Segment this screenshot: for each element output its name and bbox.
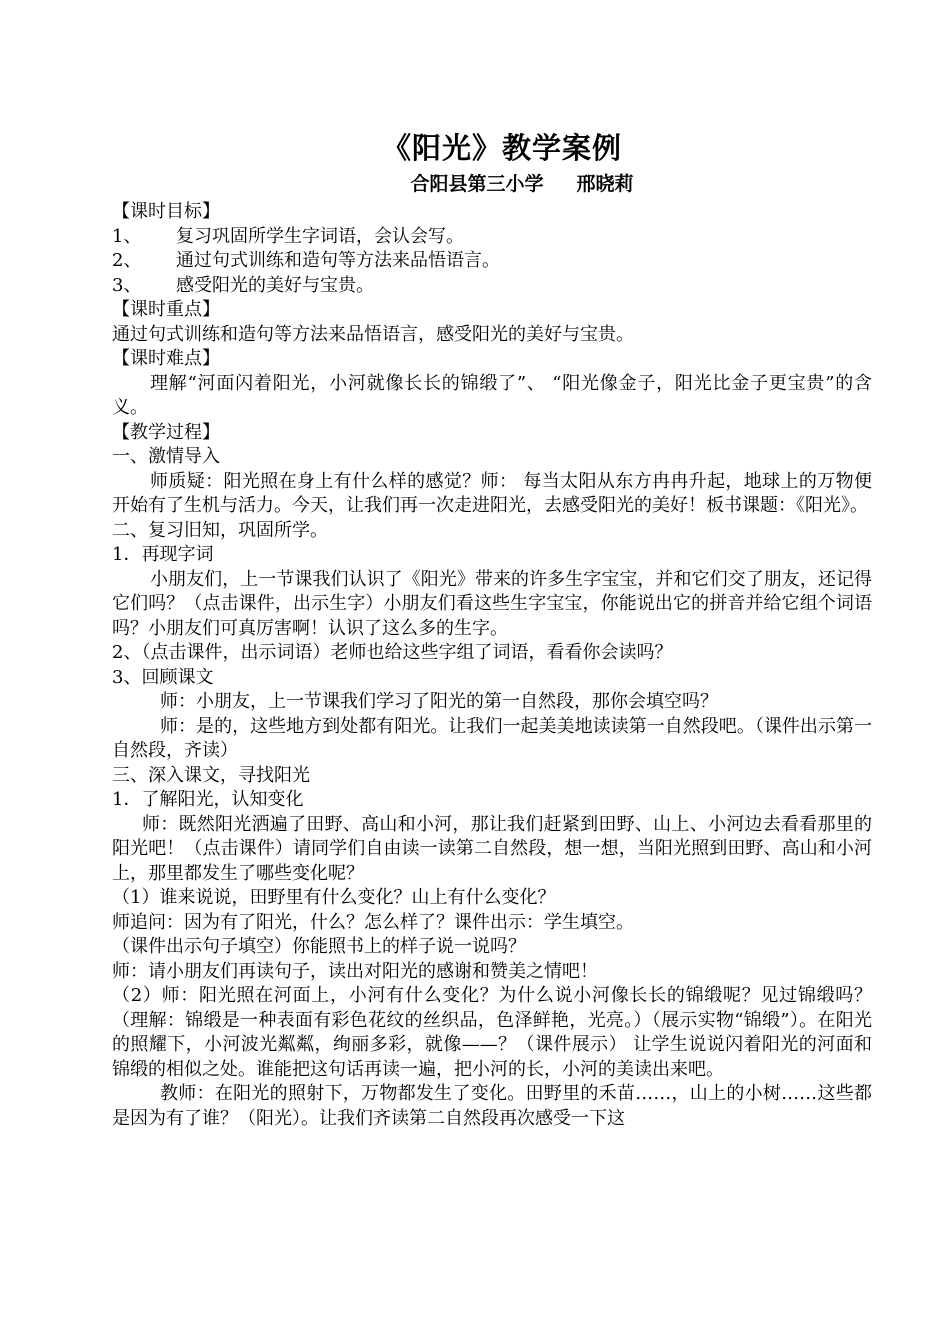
goal-text: 感受阳光的美好与宝贵。 <box>176 274 374 296</box>
question-1-follow: 师追问：因为有了阳光，什么？怎么样了？课件出示：学生填空。 <box>112 911 634 933</box>
part2-sub1: 1．再现字词 <box>112 544 214 565</box>
part3-heading: 三、深入课文，寻找阳光 <box>112 764 310 786</box>
key-text: 通过句式训练和造句等方法来品悟语言，感受阳光的美好与宝贵。 <box>112 323 634 345</box>
part1-heading: 一、激情导入 <box>112 446 220 467</box>
part1-text: 师质疑：阳光照在身上有什么样的感觉？师： 每当太阳从东方冉冉升起，地球上的万物便开始有了生机与活力。今天，让我们再一次走进阳光，去感受阳光的美好！板书课题：《阳光》。 <box>112 470 872 516</box>
part3-sub1-text: 师：既然阳光洒遍了田野、高山和小河，那让我们赶紧到田野、山上、小河边去看看那里的阳光吧！（点击课件）请同学们自由读一读第二自然段，想一想，当阳光照到田野、高山和小河上，那里都发生了哪些变化呢？ <box>112 813 872 884</box>
goal-number: 1、 <box>112 225 142 247</box>
goal-number: 2、 <box>112 250 142 271</box>
teacher-summary: 教师：在阳光的照射下，万物都发生了变化。田野里的禾苗……，山上的小树……这些都是因为有了谁？（阳光）。让我们齐读第二自然段再次感受一下这 <box>112 1083 872 1129</box>
goal-text: 通过句式训练和造句等方法来品悟语言。 <box>176 250 500 271</box>
document-page <box>112 128 872 1131</box>
goal-item-3 <box>112 274 872 299</box>
question-2: （2）师：阳光照在河面上，小河有什么变化？为什么说小河像长长的锦缎呢？见过锦缎吗？（理解：锦缎是一种表面有彩色花纹的丝织品，色泽鲜艳，光亮。）（展示实物“锦缎”）。在阳光的照耀下，小河波光粼粼，绚丽多彩，就像——？（课件展示） 让学生说说闪着阳光的河面和锦缎的相似之处。谁能把这句话再读一遍，把小河的长，小河的美读出来吧。 <box>112 985 872 1080</box>
part2-sub3: 3、回顾课文 <box>112 666 214 688</box>
goal-number: 3、 <box>112 274 142 296</box>
question-1: （1）谁来说说，田野里有什么变化？山上有什么变化？ <box>112 887 556 908</box>
key-heading: 【课时重点】 <box>112 299 220 320</box>
goal-item-1 <box>112 225 872 250</box>
question-1-read: 师：请小朋友们再读句子，读出对阳光的感谢和赞美之情吧！ <box>112 960 598 982</box>
part2-sub3-text2: 师：是的，这些地方到处都有阳光。让我们一起美美地读读第一自然段吧。（课件出示第一自然段，齐读） <box>112 715 872 761</box>
part3-sub1: 1．了解阳光，认知变化 <box>112 789 304 810</box>
part2-heading: 二、复习旧知，巩固所学。 <box>112 519 328 541</box>
part2-sub2: 2、（点击课件，出示词语）老师也给这些字组了词语，看看你会读吗？ <box>112 642 673 663</box>
part2-sub1-text: 小朋友们，上一节课我们认识了《阳光》带来的许多生字宝宝，并和它们交了朋友，还记得它们吗？（点击课件，出示生字）小朋友们看这些生字宝宝，你能说出它的拼音并给它组个词语吗？小朋友们可真厉害啊！认识了这么多的生字。 <box>112 568 872 639</box>
goal-item-2 <box>112 249 872 274</box>
process-heading: 【教学过程】 <box>112 421 220 443</box>
document-author: 合阳县第三小学 邢晓莉 <box>410 173 634 195</box>
question-1-sentence: （课件出示句子填空）你能照书上的样子说一说吗？ <box>112 936 526 957</box>
difficulty-text: 理解“河面闪着阳光，小河就像长长的锦缎了”、 “阳光像金子，阳光比金子更宝贵”的含义。 <box>112 372 872 418</box>
difficulty-heading: 【课时难点】 <box>112 348 220 369</box>
goal-text: 复习巩固所学生字词语，会认会写。 <box>176 225 464 247</box>
document-title: 《阳光》教学案例 <box>381 131 622 165</box>
part2-sub3-text1: 师：小朋友，上一节课我们学习了阳光的第一自然段，那你会填空吗？ <box>160 691 718 712</box>
goals-heading: 【课时目标】 <box>112 201 220 222</box>
